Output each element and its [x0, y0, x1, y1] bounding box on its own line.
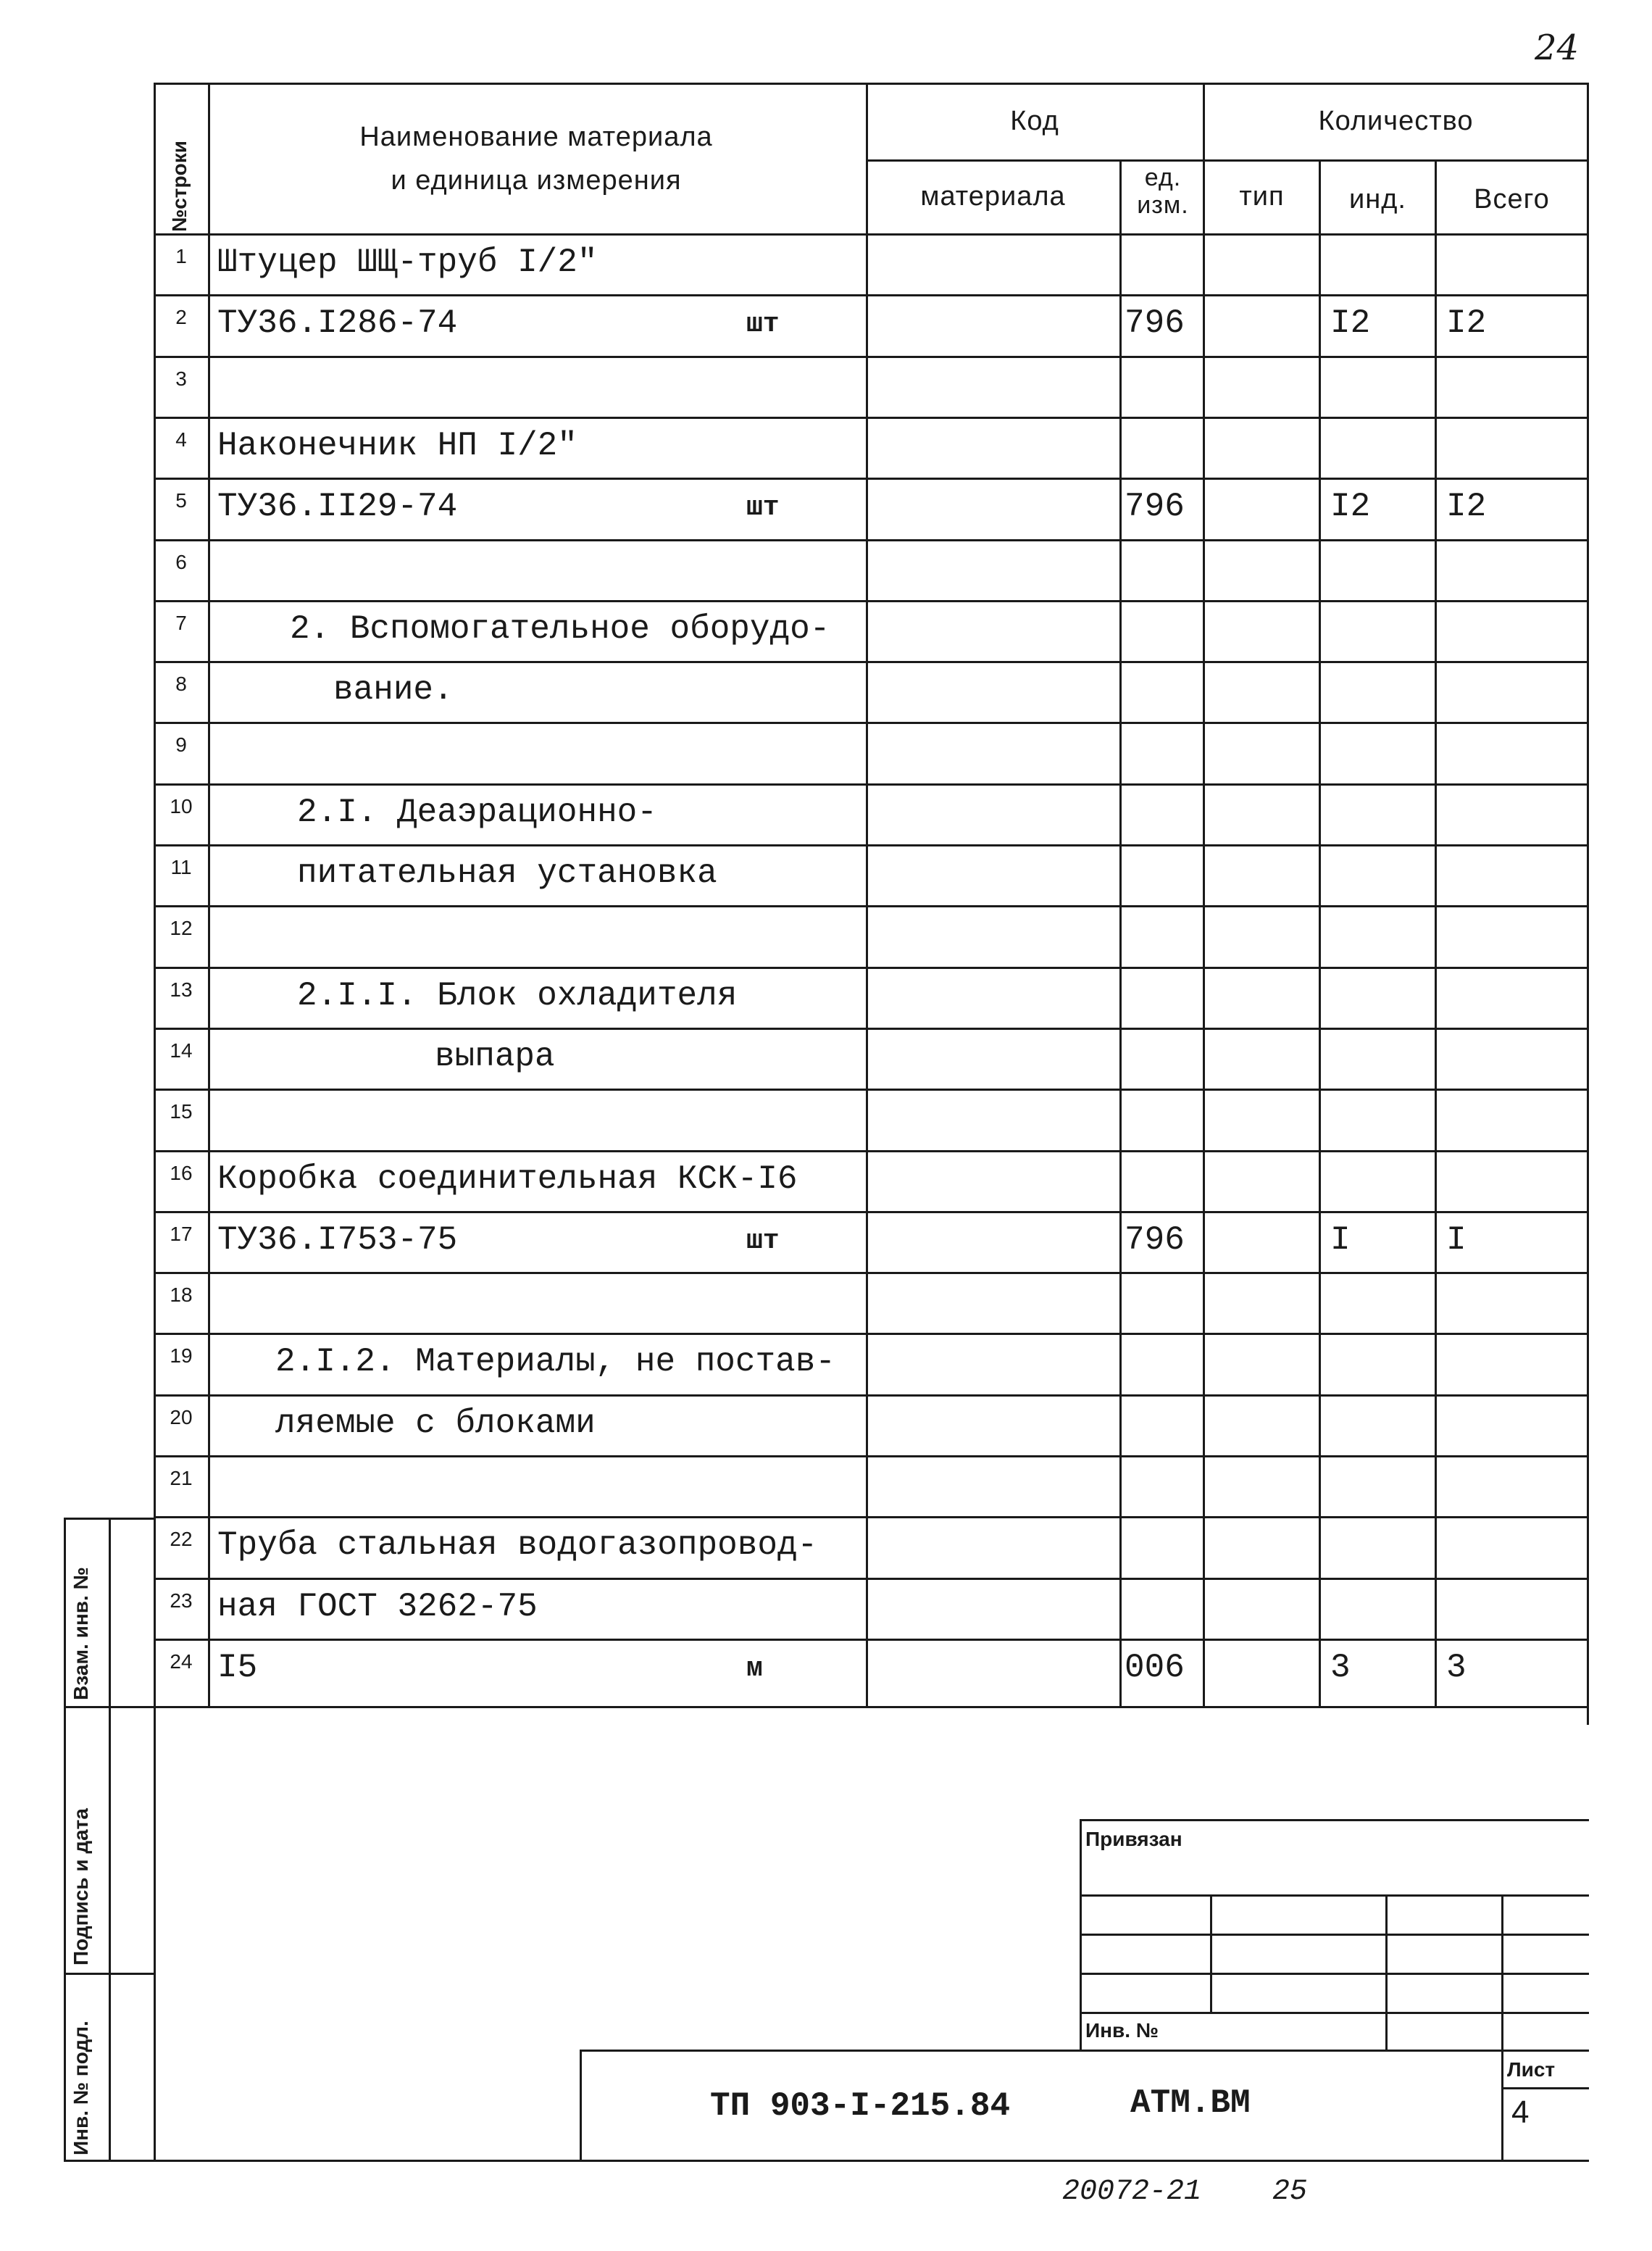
row-number: 1	[175, 245, 187, 267]
row-divider	[154, 417, 1589, 419]
material-name: ТУ36.II29-74	[217, 488, 458, 525]
table-row	[0, 722, 1652, 783]
row-number: 12	[170, 917, 193, 939]
row-number: 3	[175, 367, 187, 390]
header-qty-type: тип	[1239, 181, 1285, 212]
unit-name: шт	[746, 1226, 780, 1257]
row-divider	[154, 1394, 1589, 1397]
header-code-unit: ед. изм.	[1137, 164, 1189, 219]
page-number-handwritten: 24	[1535, 28, 1580, 68]
table-row	[0, 478, 1652, 538]
stamp-inv-podl: Инв. № подл.	[70, 2021, 92, 2155]
row-divider	[154, 356, 1589, 358]
row-divider	[154, 1639, 1589, 1641]
header-code: Код	[1010, 106, 1059, 136]
privyazan-label: Привязан	[1085, 1828, 1182, 1850]
table-row	[0, 967, 1652, 1028]
table-row	[0, 783, 1652, 844]
doc-code: ТП 903-I-215.84	[710, 2087, 1011, 2125]
row-divider	[154, 294, 1589, 296]
material-name: ляемые с блоками	[275, 1405, 596, 1442]
row-number: 6	[175, 551, 187, 573]
row-divider	[154, 539, 1589, 541]
row-divider	[154, 661, 1589, 663]
header-name-line2: и единица измерения	[391, 165, 682, 196]
row-number: 15	[170, 1100, 193, 1123]
row-number: 16	[170, 1162, 193, 1184]
frame-left-lower	[154, 1706, 156, 2161]
table-row	[0, 905, 1652, 966]
row-number: 9	[175, 733, 187, 756]
table-row	[0, 1455, 1652, 1516]
header-quantity: Количество	[1318, 106, 1474, 136]
row-divider	[154, 600, 1589, 602]
qty-ind: I2	[1330, 488, 1371, 525]
row-number: 8	[175, 673, 187, 695]
qty-total: I2	[1446, 304, 1487, 342]
qty-ind: 3	[1330, 1649, 1351, 1686]
material-name: выпара	[435, 1038, 555, 1075]
row-number: 17	[170, 1223, 193, 1245]
doc-mark: АТМ.ВМ	[1130, 2084, 1251, 2122]
row-number: 11	[170, 856, 192, 878]
table-row	[0, 417, 1652, 478]
row-number: 21	[170, 1467, 193, 1489]
row-divider	[154, 783, 1589, 786]
header-name-line1: Наименование материала	[359, 122, 713, 152]
table-row	[0, 661, 1652, 722]
unit-code: 796	[1125, 304, 1185, 342]
qty-total: 3	[1446, 1649, 1467, 1686]
table-row	[0, 1089, 1652, 1149]
row-divider	[154, 478, 1589, 480]
row-divider	[154, 1455, 1589, 1457]
material-name: 2.I.2. Материалы, не постав-	[275, 1343, 835, 1381]
material-name: ная ГОСТ 3262-75	[217, 1588, 538, 1626]
row-number: 24	[170, 1650, 193, 1673]
unit-code: 796	[1125, 1221, 1185, 1259]
row-divider	[154, 722, 1589, 724]
header-row-number: №строки	[168, 141, 191, 232]
table-row	[0, 356, 1652, 417]
inv-no-label: Инв. №	[1085, 2019, 1159, 2042]
table-row	[0, 844, 1652, 905]
table-row	[0, 539, 1652, 600]
row-divider	[154, 967, 1589, 969]
material-name: ТУ36.I286-74	[217, 304, 458, 342]
material-name: вание.	[333, 671, 454, 709]
table-row	[0, 1150, 1652, 1211]
unit-name: м	[746, 1653, 763, 1684]
table-row	[0, 1516, 1652, 1577]
material-name: Коробка соединительная КСК-I6	[217, 1160, 798, 1198]
table-row	[0, 600, 1652, 661]
header-code-material: материала	[920, 181, 1066, 212]
row-divider	[154, 1578, 1589, 1580]
row-number: 13	[170, 978, 193, 1001]
footer-page: 25	[1272, 2176, 1308, 2208]
row-divider	[154, 1333, 1589, 1335]
stamp-vzam-inv: Взам. инв. №	[70, 1567, 92, 1700]
table-row	[0, 1333, 1652, 1394]
table-row	[0, 1028, 1652, 1089]
row-divider	[154, 1028, 1589, 1030]
material-name: Труба стальная водогазопровод-	[217, 1526, 818, 1564]
row-number: 19	[170, 1344, 193, 1367]
material-name: Штуцер ШЩ-труб I/2"	[217, 244, 598, 281]
row-number: 10	[170, 795, 193, 817]
stamp-signature-date: Подпись и дата	[70, 1808, 92, 1965]
row-number: 7	[175, 612, 187, 634]
row-number: 14	[170, 1039, 193, 1062]
material-name: ТУ36.I753-75	[217, 1221, 458, 1259]
table-row	[0, 1394, 1652, 1455]
qty-total: I	[1446, 1221, 1467, 1259]
unit-name: шт	[746, 309, 780, 340]
footer-order-number: 20072-21	[1062, 2176, 1202, 2208]
table-row	[0, 1578, 1652, 1639]
frame-bottom	[154, 2160, 1589, 2162]
row-divider	[154, 1089, 1589, 1091]
row-divider	[154, 1150, 1589, 1152]
row-number: 4	[175, 428, 187, 451]
unit-name: шт	[746, 492, 780, 523]
row-number: 18	[170, 1283, 193, 1306]
row-divider	[154, 1211, 1589, 1213]
row-divider	[154, 1272, 1589, 1274]
unit-code: 796	[1125, 488, 1185, 525]
qty-ind: I2	[1330, 304, 1371, 342]
sheet-number: 4	[1511, 2094, 1530, 2130]
row-number: 22	[170, 1528, 193, 1550]
row-number: 2	[175, 306, 187, 328]
header-qty-total: Всего	[1474, 184, 1550, 215]
table-row	[0, 294, 1652, 355]
qty-total: I2	[1446, 488, 1487, 525]
table-row	[0, 1639, 1652, 1699]
row-number: 23	[170, 1589, 193, 1612]
unit-code: 006	[1125, 1649, 1185, 1686]
row-divider	[154, 844, 1589, 846]
row-divider	[154, 1516, 1589, 1518]
row-number: 5	[175, 489, 187, 512]
table-row	[0, 1272, 1652, 1333]
qty-ind: I	[1330, 1221, 1351, 1259]
material-name: 2. Вспомогательное оборудо-	[290, 610, 830, 648]
table-row	[0, 1211, 1652, 1272]
material-name: 2.I. Деаэрационно-	[297, 794, 657, 831]
sheet-label: Лист	[1507, 2058, 1556, 2081]
header-qty-ind: инд.	[1349, 184, 1406, 215]
material-name: Наконечник НП I/2"	[217, 427, 577, 465]
row-number: 20	[170, 1406, 193, 1428]
material-name: 2.I.I. Блок охладителя	[297, 977, 738, 1015]
table-row	[0, 233, 1652, 294]
row-divider	[154, 905, 1589, 907]
material-name: питательная установка	[297, 854, 717, 892]
material-name: I5	[217, 1649, 258, 1686]
